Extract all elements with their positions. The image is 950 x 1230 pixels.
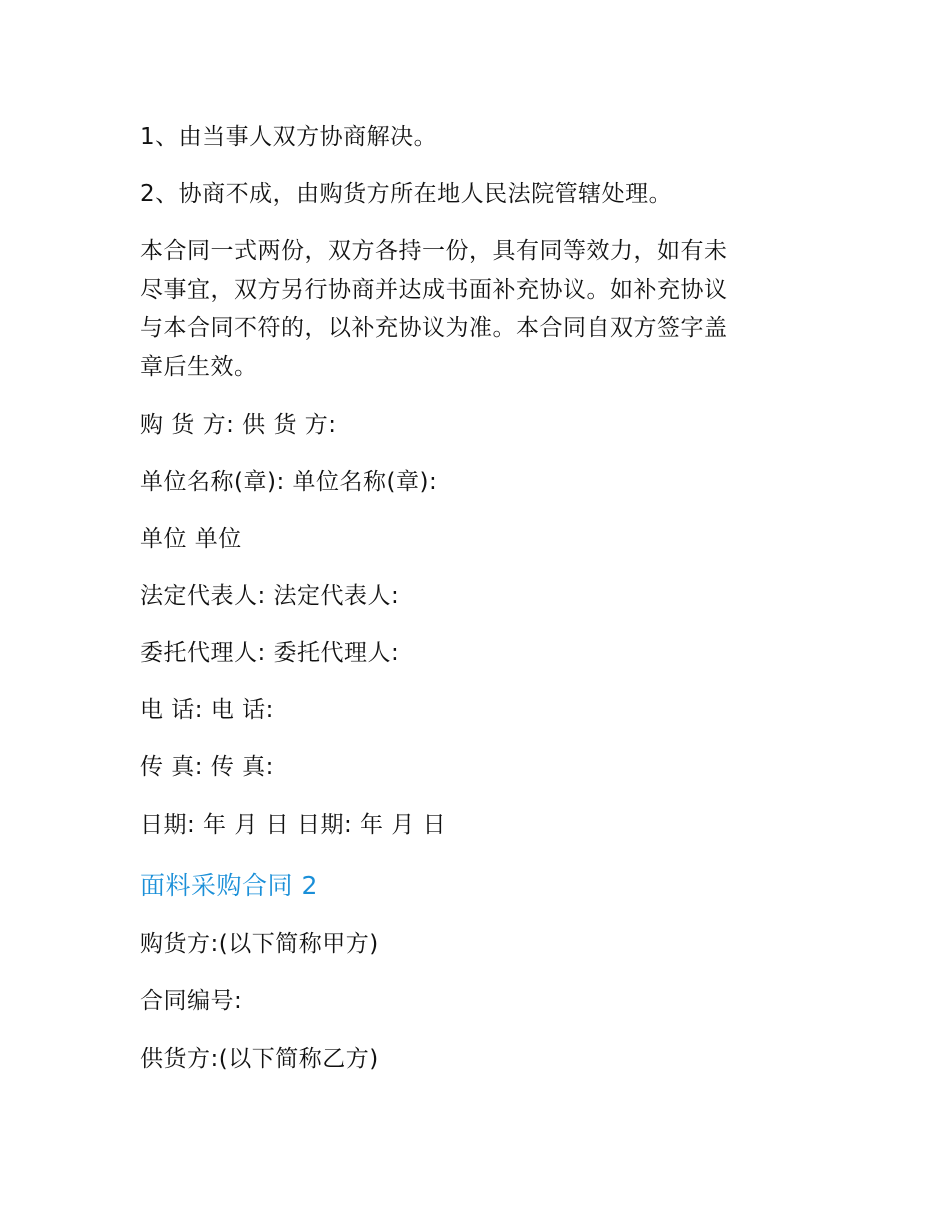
phone-label: 电 话: 电 话:: [140, 697, 274, 723]
contract-number-line: 合同编号:: [140, 988, 243, 1014]
paragraph-line-2: 尽事宜，双方另行协商并达成书面补充协议。如补充协议: [140, 276, 728, 303]
clause-1: 1、由当事人双方协商解决。: [140, 124, 438, 150]
section-heading: 面料采购合同 2: [140, 871, 318, 900]
buyer-line: 购货方:(以下简称甲方): [140, 931, 379, 957]
seller-line: 供货方:(以下简称乙方): [140, 1046, 379, 1072]
unit-name-label: 单位名称(章): 单位名称(章):: [140, 469, 438, 495]
paragraph-line-3: 与本合同不符的，以补充协议为准。本合同自双方签字盖: [140, 315, 728, 341]
buyer-seller-label: 购 货 方: 供 货 方:: [140, 412, 337, 438]
paragraph-line-4: 章后生效。: [140, 353, 258, 380]
date-label: 日期: 年 月 日 日期: 年 月 日: [140, 812, 447, 838]
clause-2: 2、协商不成，由购货方所在地人民法院管辖处理。: [140, 181, 673, 207]
legal-rep-label: 法定代表人: 法定代表人:: [140, 583, 400, 609]
closing-paragraph: [140, 232, 800, 386]
fax-label: 传 真: 传 真:: [140, 754, 274, 780]
paragraph-line-1: 本合同一式两份，双方各持一份，具有同等效力，如有未: [140, 238, 728, 264]
agent-label: 委托代理人: 委托代理人:: [140, 640, 400, 666]
unit-label: 单位 单位: [140, 526, 242, 552]
